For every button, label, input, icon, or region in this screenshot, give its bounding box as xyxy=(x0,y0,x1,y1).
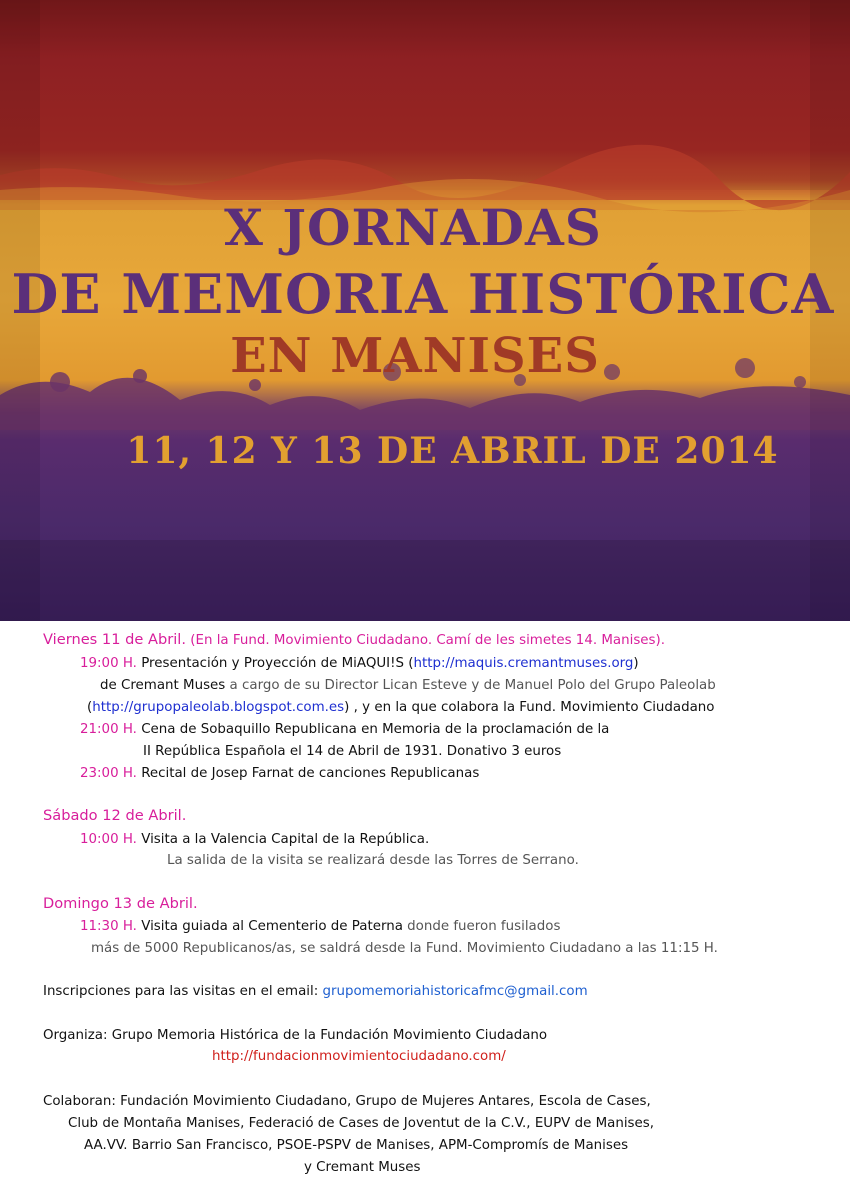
friday-event-1-line-2 xyxy=(100,677,716,695)
event-text: Recital de Josep Farnat de canciones Republicanas xyxy=(141,766,480,781)
poster-title-line-2: DE MEMORIA HISTÓRICA xyxy=(11,262,835,326)
collaborators-line-3: AA.VV. Barrio San Francisco, PSOE-PSPV de Manises, APM-Compromís de Manises xyxy=(84,1138,629,1153)
organizer-url-link[interactable]: http://fundacionmovimientociudadano.com/ xyxy=(212,1049,506,1064)
friday-event-1 xyxy=(80,655,639,673)
saturday-heading: Sábado 12 de Abril. xyxy=(43,807,187,824)
event-time: 21:00 H. xyxy=(80,722,137,737)
inscriptions-email-link[interactable]: grupomemoriahistoricafmc@gmail.com xyxy=(322,984,588,999)
inscriptions-label: Inscripciones para las visitas en el email: xyxy=(43,984,319,999)
friday-event-3 xyxy=(80,765,479,783)
event-text-continued: , y en la que colabora la Fund. Movimiento Ciudadano xyxy=(353,700,715,715)
paren-close: ) xyxy=(633,656,639,671)
saturday-event-1-line-2: La salida de la visita se realizará desde las Torres de Serrano. xyxy=(167,853,579,868)
paren-close: ) xyxy=(344,700,350,715)
event-time: 11:30 H. xyxy=(80,919,137,934)
collaborators-line-2: Club de Montaña Manises, Federació de Cases de Joventut de la C.V., EUPV de Manises, xyxy=(68,1116,654,1131)
event-text: Visita a la Valencia Capital de la República. xyxy=(141,832,430,847)
friday-event-1-line-3 xyxy=(87,699,715,717)
sunday-event-1 xyxy=(80,918,560,936)
friday-heading: Viernes 11 de Abril. xyxy=(43,631,186,648)
friday-event-2 xyxy=(80,721,609,739)
saturday-event-1 xyxy=(80,831,429,849)
event-time: 10:00 H. xyxy=(80,832,137,847)
paren-open: ( xyxy=(87,700,93,715)
event-text-continued: a cargo de su Director Lican Esteve y de Manuel Polo del Grupo Paleolab xyxy=(229,678,716,693)
inscriptions-line xyxy=(43,983,588,1001)
event-time: 19:00 H. xyxy=(80,656,137,671)
poster-title-line-3: EN MANISES xyxy=(230,328,600,384)
event-text: Presentación y Proyección de MiAQUI!S ( xyxy=(141,656,414,671)
cremant-muses-text: de Cremant Muses xyxy=(100,678,226,693)
organizer-label: Organiza: Grupo Memoria Histórica de la Fundación Movimiento Ciudadano xyxy=(43,1028,548,1043)
maquis-link[interactable]: http://maquis.cremantmuses.org xyxy=(413,656,634,671)
collaborators-line-1: Colaboran: Fundación Movimiento Ciudadano, Grupo de Mujeres Antares, Escola de Cases, xyxy=(43,1094,651,1109)
poster-dates: 11, 12 Y 13 DE ABRIL DE 2014 xyxy=(126,430,779,472)
friday-location: (En la Fund. Movimiento Ciudadano. Camí de les simetes 14. Manises). xyxy=(190,633,665,648)
poster-title-line-1: X JORNADAS xyxy=(224,198,602,257)
event-time: 23:00 H. xyxy=(80,766,137,781)
collaborators-line-4: y Cremant Muses xyxy=(304,1160,421,1175)
event-text: Cena de Sobaquillo Republicana en Memoria de la proclamación de la xyxy=(141,722,610,737)
paleolab-link[interactable]: http://grupopaleolab.blogspot.com.es xyxy=(92,700,345,715)
event-text: Visita guiada al Cementerio de Paterna xyxy=(141,919,403,934)
event-text-continued: donde fueron fusilados xyxy=(407,919,561,934)
sunday-event-1-line-2: más de 5000 Republicanos/as, se saldrá desde la Fund. Movimiento Ciudadano a las 11:15 H. xyxy=(91,941,718,956)
friday-event-2-line-2: II República Española el 14 de Abril de 1931. Donativo 3 euros xyxy=(143,744,562,759)
friday-heading-line xyxy=(43,631,665,650)
sunday-heading: Domingo 13 de Abril. xyxy=(43,895,198,912)
